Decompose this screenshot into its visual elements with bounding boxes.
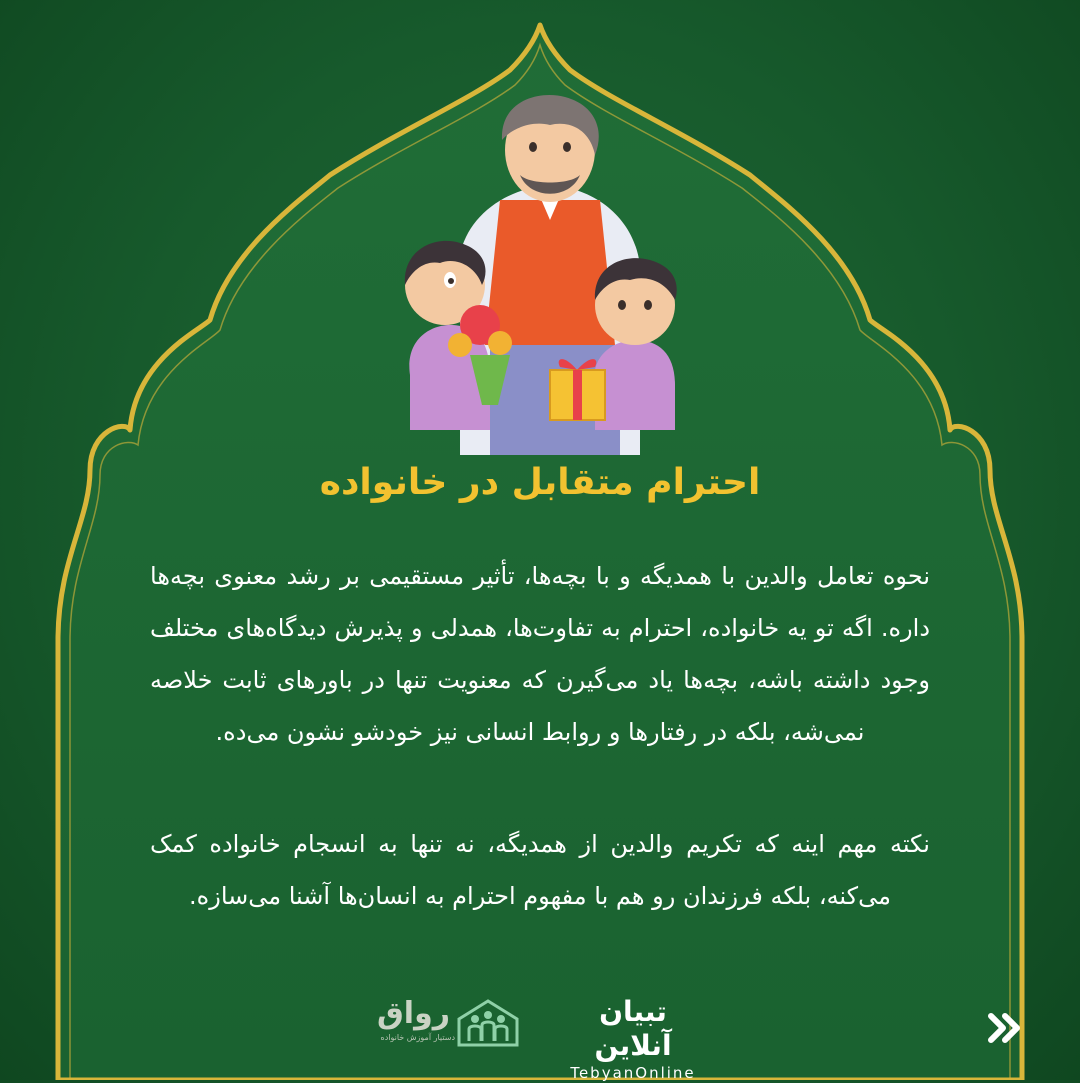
family-illustration: [390, 85, 710, 455]
ravagh-logo: [360, 995, 530, 1055]
family-house-icon: [455, 997, 521, 1047]
page-title: احترام متقابل در خانواده: [319, 462, 761, 503]
tebyan-logo: [558, 995, 708, 1082]
body-paragraph-2: نکته مهم اینه که تکریم والدین از همدیگه، نه تنها به انسجام خانواده کمک می‌کنه، بلکه فرزندان رو هم با مفهوم احترام به انسان‌ها آشنا می‌سازه.: [150, 830, 930, 910]
body-paragraph-1: نحوه تعامل والدین با همدیگه و با بچه‌ها، تأثیر مستقیمی بر رشد معنوی بچه‌ها داره. اگه تو یه خانواده، احترام به تفاوت‌ها، همدلی و پذیرش دیدگاه‌های مختلف وجود داشته باشه، بچه‌ها یاد می‌گیرن که معنویت تنها در باورهای ثابت خلاصه نمی‌شه، بلکه در رفتارها و روابط انسانی نیز خودشو نشون می‌ده.: [150, 562, 930, 746]
ravagh-logo-text: رواق: [376, 996, 450, 1031]
tebyan-logo-persian: تبیان آنلاین: [594, 995, 672, 1062]
ravagh-logo-subtitle: دستیار آموزش خانواده: [380, 1033, 455, 1042]
double-chevron-right-icon[interactable]: [985, 1008, 1025, 1048]
tebyan-logo-english: TebyanOnline: [570, 1064, 696, 1082]
